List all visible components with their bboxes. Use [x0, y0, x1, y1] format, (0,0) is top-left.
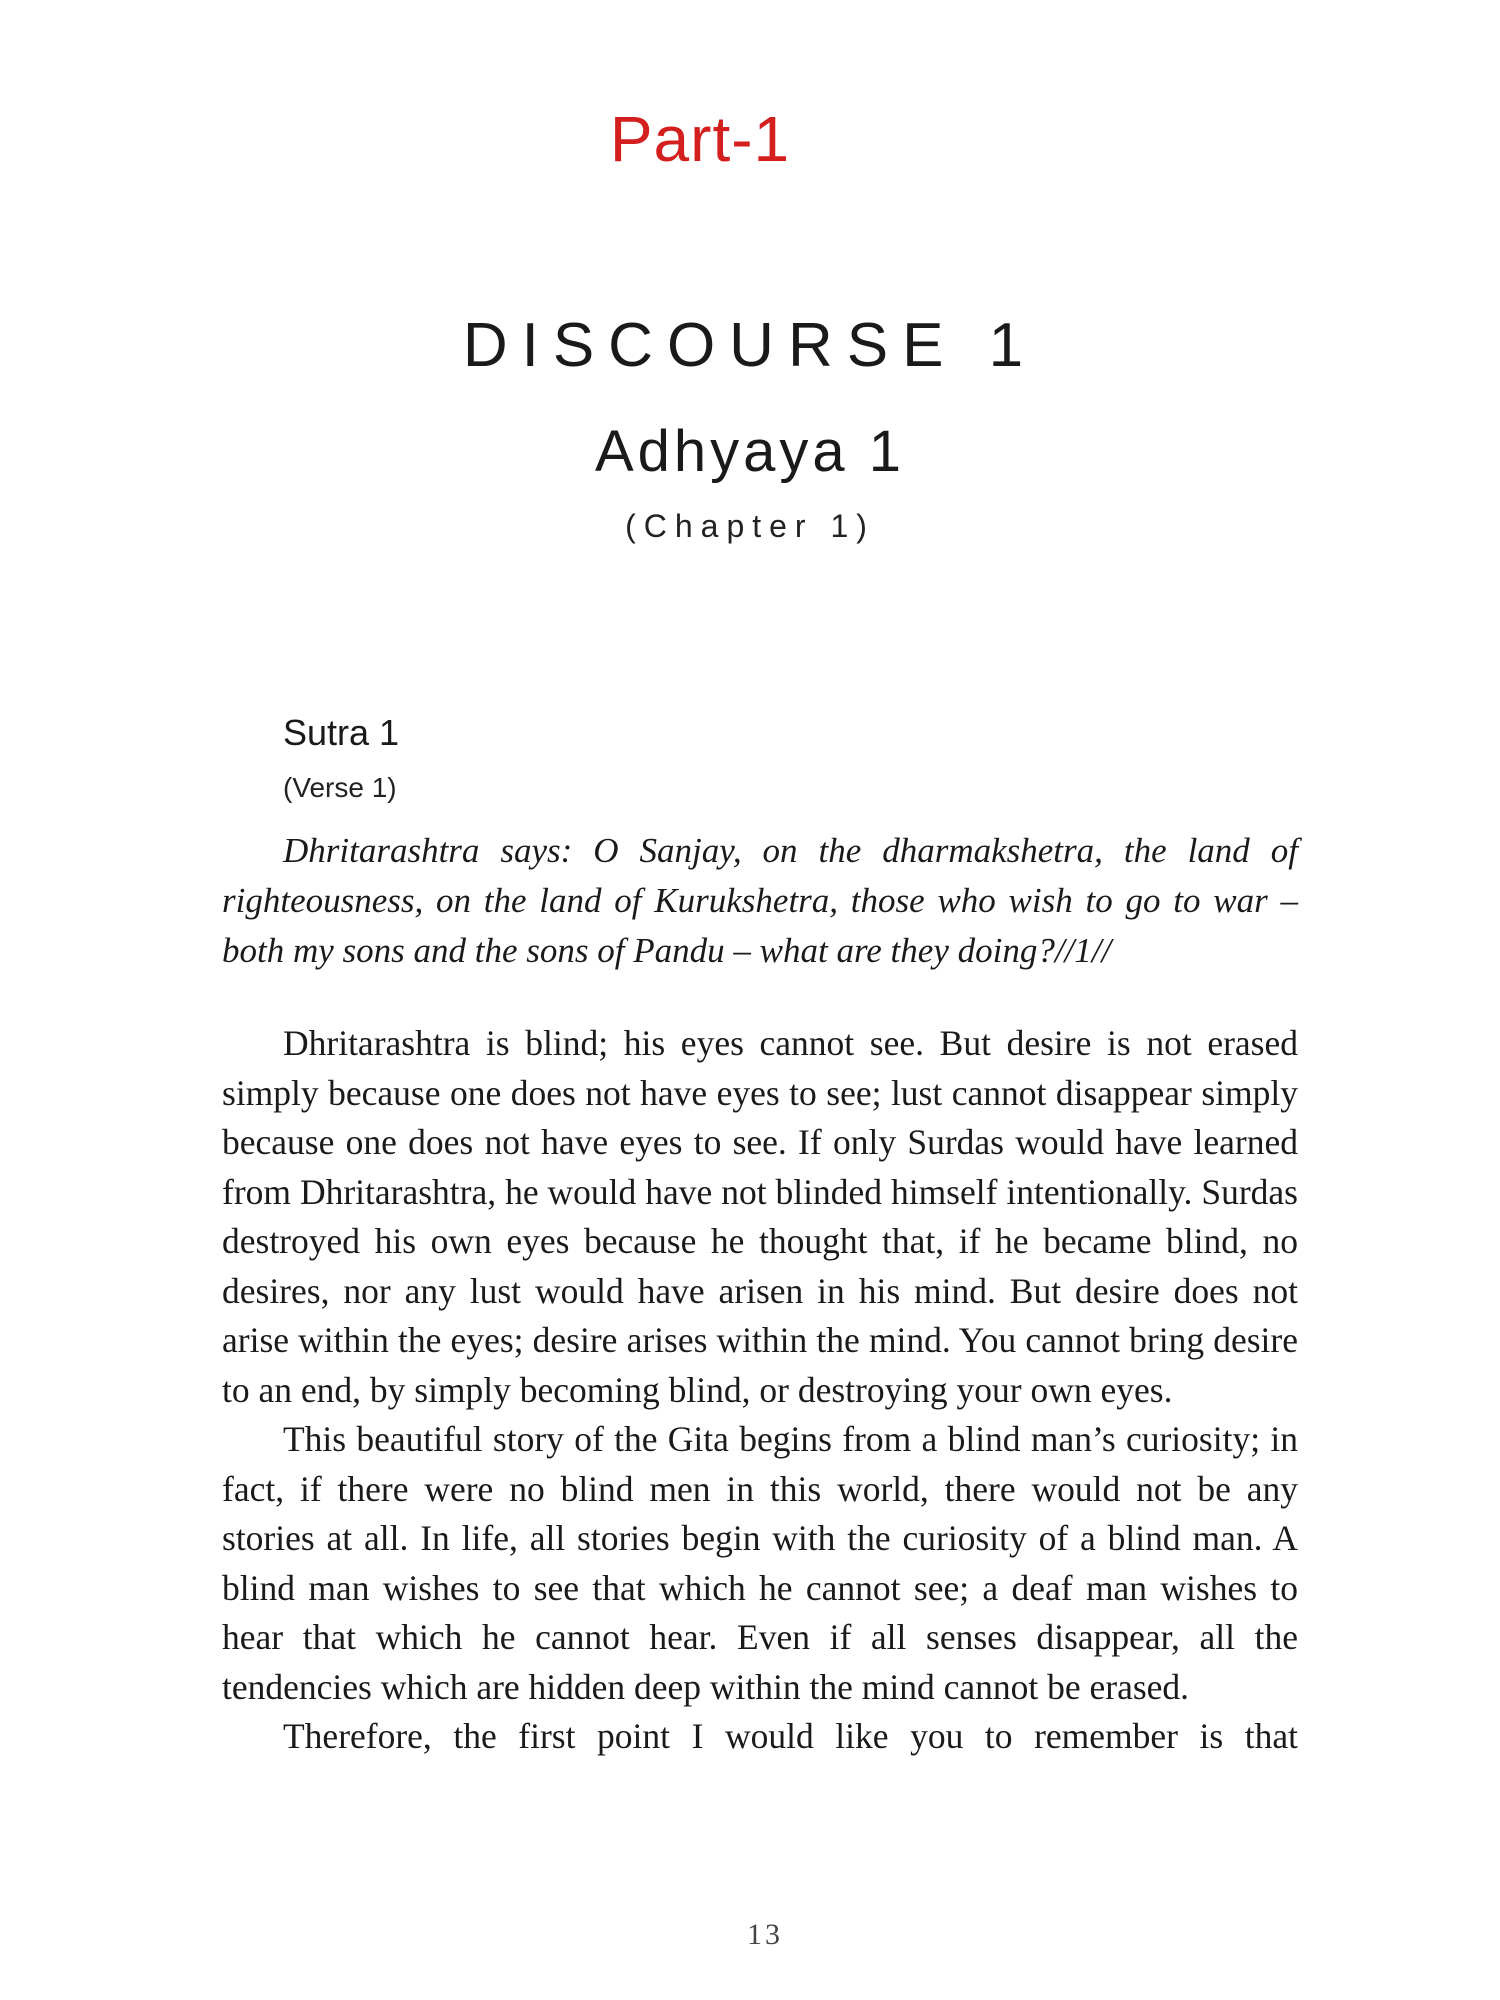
- discourse-title: DISCOURSE 1: [462, 311, 1038, 380]
- verse-subtitle: (Verse 1): [283, 772, 397, 803]
- paragraph: This beautiful story of the Gita begins from a blind man’s curiosity; in fact, if there were no blind men in this world, there would not be any stories at all. In life, all stories begin with the curiosity of a blind man. A blind man wishes to see that which he cannot see; a deaf man wishes to hear that which he cannot hear. Even if all senses disappear, all the tendencies which are hidden deep within the mind cannot be erased.: [222, 1419, 1298, 1707]
- part-label: Part-1: [609, 103, 791, 175]
- adhyaya-title: Adhyaya 1: [594, 419, 906, 484]
- paragraph: Dhritarashtra is blind; his eyes cannot see. But desire is not erased simply because one does not have eyes to see; lust cannot disappear simply because one does not have eyes to see. If only Surdas would have learned from Dhritarashtra, he would have not blinded himself intentionally. Surdas destroyed his own eyes because he thought that, if he became blind, no desires, nor any lust would have arisen in his mind. But desire does not arise within the eyes; desire arises within the mind. You cannot bring desire to an end, by simply becoming blind, or destroying your own eyes.: [222, 1023, 1298, 1410]
- verse-text: Dhritarashtra says: O Sanjay, on the dharmakshetra, the land of righteousness, on the land of Kurukshetra, those who wish to go to war – both my sons and the sons of Pandu – what are they doing?//1//: [222, 831, 1298, 970]
- chapter-subtitle: (Chapter 1): [625, 508, 875, 544]
- paragraph: Therefore, the first point I would like you to remember is that: [283, 1716, 1298, 1756]
- page-number: 13: [747, 1918, 783, 1951]
- body-text: [222, 1019, 1298, 1762]
- sutra-title: Sutra 1: [283, 712, 400, 753]
